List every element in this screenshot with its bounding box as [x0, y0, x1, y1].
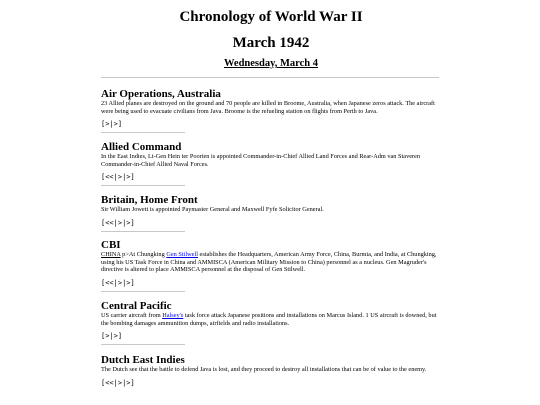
section-divider [101, 185, 185, 186]
section-britain-home-front [101, 194, 441, 232]
section-text: The Dutch see that the battle to defend Java is lost, and they proceed to destroy all installations that can be of value to the enemy. [101, 366, 427, 373]
page-month: March 1942 [232, 35, 310, 51]
section-nav[interactable]: [<<|>|>] [101, 378, 135, 387]
page-title: Chronology of World War II [179, 9, 363, 25]
link-halsey[interactable]: Halsey's [162, 312, 184, 319]
section-text: CHINA p>At Chungking Gen Stilwell establishes the Headquarters, American Army Force, China, Burmia, and India, at Chungking, using his US Task Force in China and AMMISCA (American Military Mission to China) personnel as a nucleus. Gen Magruder's directive is altered to place AMMISCA personnel at the disposal of Gen Stilwell. [101, 251, 437, 274]
section-nav[interactable]: [<<|>|>] [101, 173, 135, 182]
section-allied-command [101, 141, 441, 186]
section-nav[interactable]: [<<|>|>] [101, 218, 135, 227]
section-text: 23 Allied planes are destroyed on the ground and 70 people are killed in Broome, Australia, when Japanese zeros attack. The aircraft were being used to evacuate civilians from Java. Broome is the refueling station on flights from Perth to Java. [101, 100, 435, 115]
section-divider [101, 132, 185, 133]
section-nav[interactable]: [>|>] [101, 332, 123, 341]
section-dutch-east-indies [101, 354, 441, 387]
section-cbi [101, 239, 441, 292]
section-nav[interactable]: [<<|>|>] [101, 278, 135, 287]
section-nav[interactable]: [>|>] [101, 120, 123, 129]
section-air-operations [101, 88, 441, 133]
section-prefix: CHINA [101, 251, 121, 258]
section-title: Dutch East Indies [101, 354, 185, 366]
section-text: In the East Indies, Lt-Gen Hein ter Poorten is appointed Commander-in-Chief Allied Land Forces and Rear-Adm van Staveren Commander-in-Chief Allied Naval Forces. [101, 153, 421, 168]
link-gen-stilwell[interactable]: Gen Stilwell [166, 251, 198, 258]
section-title: CBI [101, 239, 121, 251]
page-day: Wednesday, March 4 [223, 58, 319, 69]
section-divider [101, 344, 185, 345]
section-title: Britain, Home Front [101, 194, 198, 206]
section-title: Allied Command [101, 141, 182, 153]
section-divider [101, 231, 185, 232]
section-divider [101, 291, 185, 292]
section-text: US carrier aircraft from Halsey's task force attack Japanese positions and installations on Marcus Island. 1 US aircraft is downed, but the bombing damages ammunition dumps, airfields and radio installations. [101, 312, 437, 327]
section-title: Air Operations, Australia [101, 88, 221, 100]
section-central-pacific [101, 300, 441, 345]
section-text: Sir William Jowett is appointed Paymaster General and Maxwell Fyfe Solicitor General. [101, 206, 324, 213]
header-divider [101, 77, 439, 78]
section-title: Central Pacific [101, 300, 172, 312]
